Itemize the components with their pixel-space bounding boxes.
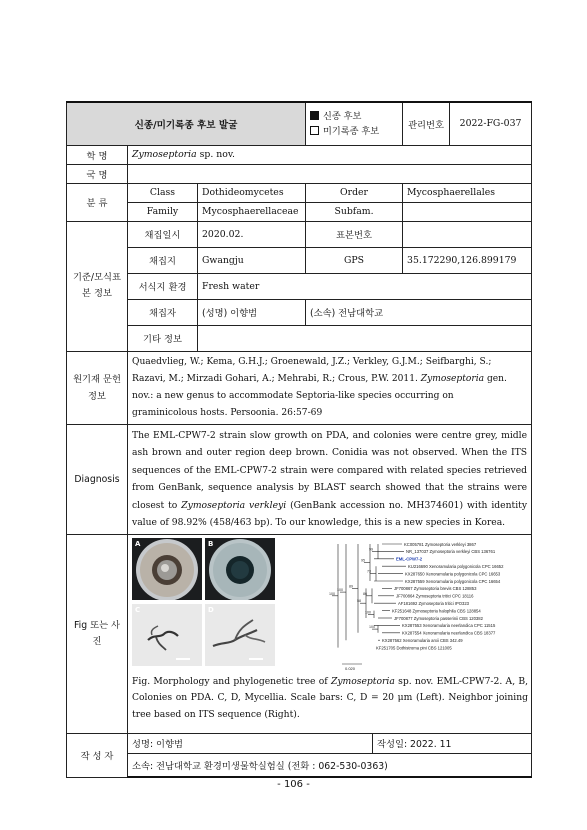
class-value: Dothideomycetes [198,183,306,202]
literature-label: 원기재 문헌 정보 [67,351,128,424]
bootstrap-value: 100 [337,587,343,592]
checkbox-empty-icon [310,126,319,135]
specimen-number [403,221,532,247]
other-info-label: 기타 정보 [128,325,198,351]
colony-photo-b: B [205,538,275,600]
bootstrap-value: 73 [367,569,371,574]
diagnosis-text: The EML-CPW7-2 strain slow growth on PDA, and colonies were centre grey, midle ash brown and outer region deep brown. Conidia was not observed. When the ITS sequences of the EML-CPW7-2 strain were compared with related species retrieved from GenBank, sequence analysis by BLAST search showed that the strains were closest to Zymoseptoria verkleyi (GenBank accession no. MH374601) with identity value of 98.92% (458/463 bp). To our knowledge, this is a new species in Korea. [128,424,532,534]
phylogenetic-tree [282,538,530,672]
habitat-label: 서식지 환경 [128,273,198,299]
checkbox-checked-icon [310,111,319,120]
option-unrecorded-species: 미기록종 후보 [310,124,398,139]
bootstrap-value: 58 [357,598,361,603]
subfam-value [403,202,532,221]
collection-site: Gwangju [198,247,306,273]
tree-taxon-label: KF251705 Dothistroma pini CBS 121005 [376,644,452,650]
scientific-name: Zymoseptoria sp. nov. [128,145,532,164]
family-label: Family [128,202,198,221]
author-label: 작 성 자 [67,733,128,777]
collection-date: 2020.02. [198,221,306,247]
order-value: Mycosphaerellales [403,183,532,202]
tree-scale-label: 0.020 [345,665,356,671]
tree-taxon-label: KX287559 Xenoramularia polygonicola CPC 16654 [405,578,501,584]
collector-label: 채집자 [128,299,198,325]
figure-label: Fig 또는 사진 [67,534,128,733]
scientific-name-label: 학 명 [67,145,128,164]
taxonomy-label: 분 류 [67,183,128,221]
mgmt-number: 2022-FG-037 [450,102,532,145]
order-label: Order [306,183,403,202]
mycelium-photo-c: C [132,604,202,666]
page-number: - 106 - [277,779,310,790]
korean-name-label: 국 명 [67,164,128,183]
mycelium-photo-d: D [205,604,275,666]
tree-taxon-label: KX287554 Xenoramularia neerlandica CBS 18377 [402,630,496,636]
habitat-value: Fresh water [198,273,532,299]
tree-taxon-label: NR_137037 Zymoseptoria verkleyi CBS 136761 [406,548,496,554]
subfam-label: Subfam. [306,202,403,221]
bootstrap-value: 100 [329,591,335,596]
mgmt-number-label: 관리번호 [403,102,450,145]
tree-taxon-label: KC005781 Zymoseptoria verkleyi 3867 [404,541,477,547]
family-value: Mycosphaerellaceae [198,202,306,221]
bootstrap-value: 99 [369,546,373,551]
option-new-species: 신종 후보 [310,109,398,124]
tree-taxon-label: AF181692 Zymoseptoria tritici IPO323 [398,600,469,606]
collector-name: (성명) 이향범 [198,299,306,325]
collection-date-label: 채집일시 [128,221,198,247]
tree-taxon-label: KU216690 Xenoramularia polygonicola CPC 16652 [408,563,504,569]
collector-affiliation: (소속) 전남대학교 [306,299,532,325]
tree-taxon-label: KX287650 Xenoramularia polygonicola CPC 16653 [405,570,501,576]
candidate-form [66,101,532,778]
other-info [198,325,532,351]
bootstrap-value: 89 [349,583,353,588]
figure-caption: Fig. Morphology and phylogenetic tree of Zymoseptoria sp. nov. EML-CPW7-2. A, B, Colonies on PDA. C, D, Mycellia. Scale bars: C, D = 20 μm (Left). Neighbor joining tree based on ITS sequence (Right). [132,675,529,720]
gps-label: GPS [306,247,403,273]
bootstrap-value: 100 [365,609,371,614]
tree-taxon-label: JF700864 Zymoseptoria tritici CPC 18116 [396,593,474,599]
colony-photo-a: A [132,538,202,600]
class-label: Class [128,183,198,202]
tree-taxon-label: EML-CPW7-2 [396,556,423,562]
bootstrap-value: 95 [361,558,365,562]
candidate-type [306,102,403,145]
bootstrap-value: 86 [363,591,367,596]
tree-taxon-label: KX287553 Xenoramularia neerlandica CPC 11515 [402,622,496,628]
figure-panels [132,538,528,672]
specimen-info-label: 기준/모식표본 정보 [67,221,128,351]
tree-taxon-label: JF700877 Zymoseptoria passerinii CBS 120382 [394,615,483,621]
bootstrap-value: 100 [369,624,375,629]
author-date: 작성일: 2022. 11 [373,733,532,753]
gps-value: 35.172290,126.899179 [403,247,532,273]
author-affiliation: 소속: 전남대학교 환경미생물학실험실 (전화 : 062-530-0363) [128,753,532,777]
tree-taxon-label: KF251648 Zymoseptoria halophila CBS 128854 [392,607,481,613]
form-title: 신종/미기록종 후보 발굴 [67,102,306,145]
specimen-number-label: 표본번호 [306,221,403,247]
collection-site-label: 채집지 [128,247,198,273]
tree-taxon-label: JF700867 Zymoseptoria brevis CBS 128853 [394,585,477,591]
diagnosis-label: Diagnosis [67,424,128,534]
tree-taxon-label: KX287562 Xenoramularia arxii CBS 342.49 [382,637,463,643]
figure-cell [128,534,532,733]
korean-name [128,164,532,183]
literature-citation: Quaedvlieg, W.; Kema, G.H.J.; Groenewald, J.Z.; Verkley, G.J.M.; Seifbarghi, S.; Razavi, M.; Mirzadi Gohari, A.; Mehrabi, R.; Crous, P.W. 2011. Zymoseptoria gen. nov.: a new genus to accommodate Septoria-like species occurring on graminicolous hosts. Persoonia. 26:57-69 [128,351,532,424]
author-name: 성명: 이향범 [128,733,373,753]
